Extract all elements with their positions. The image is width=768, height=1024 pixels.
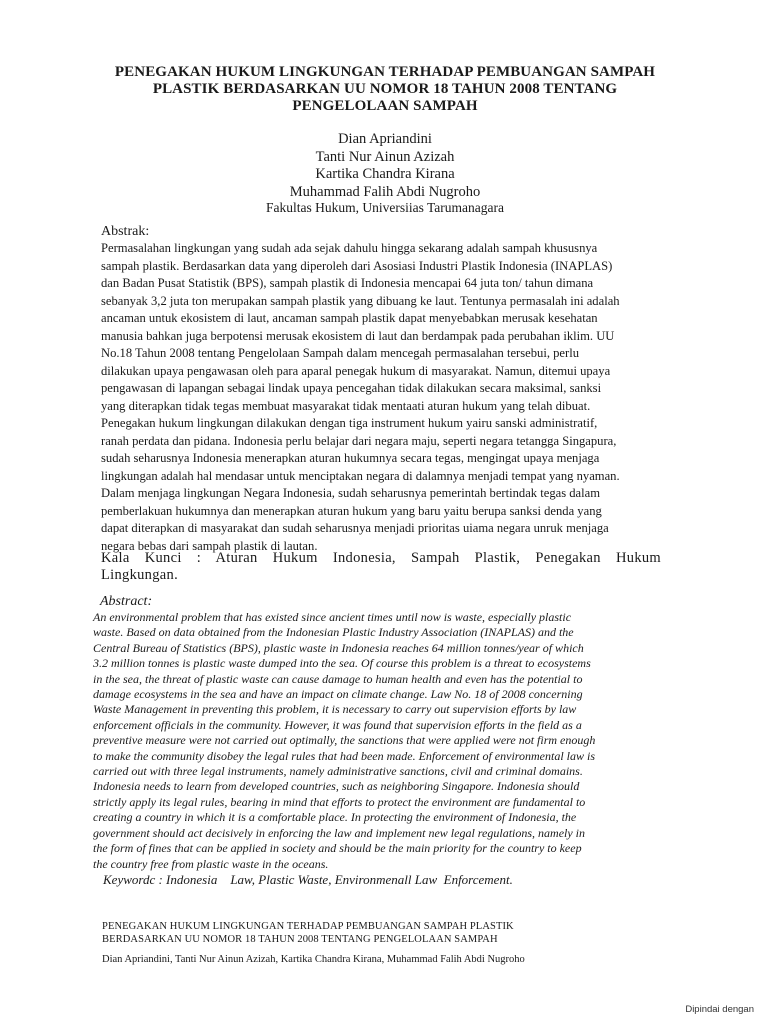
abstrak-line: Dalam menjaga lingkungan Negara Indonesia, sudah seharusnya pemerintah bertindak tegas dalam xyxy=(101,486,601,500)
abstrak-line: lingkungan adalah hal mendasar untuk menciptakan negara di dalamnya menjadi tempat yang nyaman. xyxy=(101,468,620,483)
abstract-line: creating a country in which it is a comfortable place. In protecting the environment of Indonesia, the xyxy=(93,810,577,825)
abstrak-line: Penegakan hukum lingkungan dilakukan dengan tiga instrument hukum yairu sanski administratif, xyxy=(101,416,598,430)
abstract-line: waste. Based on data obtained from the Indonesian Plastic Industry Association (INAPLAS) and the xyxy=(93,625,574,640)
abstrak-body xyxy=(101,240,681,555)
keywords: Keywordc : Indonesia Law, Plastic Waste, Environmenall Law Enforcement. xyxy=(103,872,513,887)
abstrak-line: dilakukan upaya pengawasan oleh para aparal penegak hukum di masyarakat. Namun, ditemui upaya xyxy=(101,363,611,378)
running-title-line: BERDASARKAN UU NOMOR 18 TAHUN 2008 TENTANG PENGELOLAAN SAMPAH xyxy=(102,934,498,945)
title-line: PENEGAKAN HUKUM LINGKUNGAN TERHADAP PEMBUANGAN SAMPAH xyxy=(114,64,656,80)
running-authors: Dian Apriandini, Tanti Nur Ainun Azizah, Kartika Chandra Kirana, Muhammad Falih Abdi Nugroho xyxy=(102,954,525,965)
abstrak-line: ancaman untuk ekosistem di laut, ancaman sampah plastik dapat menyebabkan merusak kesehatan xyxy=(101,311,598,325)
abstrak-line: pemberlakuan hukumnya dan menerapkan aturan hukum yang baru yaitu berupa sanksi denda yang xyxy=(101,503,602,518)
abstrak-line: pengawasan di lapangan sebagai lindak upaya pencegahan tidak dilakukan secara maksimal, sanksi xyxy=(101,381,602,395)
abstrak-line: manusia bahkan juga berpotensi merusak ekosistem di laut dan berdampak pada perubahan iklim. UU xyxy=(101,328,615,343)
abstract-line: the country free from plastic waste in the oceans. xyxy=(93,856,329,871)
running-title-line: PENEGAKAN HUKUM LINGKUNGAN TERHADAP PEMBUANGAN SAMPAH PLASTIK xyxy=(102,921,514,932)
paper-title xyxy=(70,64,700,115)
affiliation: Fakultas Hukum, Universiias Tarumanagara xyxy=(266,200,504,215)
abstract-line: to make the community disobey the legal rules that had been made. Enforcement of environmental law is xyxy=(93,748,596,763)
abstract-line: strictly apply its legal rules, bearing in mind that efforts to protect the environment are fundamental to xyxy=(93,794,586,809)
abstract-line: damage ecosystems in the sea and have an impact on climate change. Law No. 18 of 2008 concerning xyxy=(93,687,583,702)
abstract-line: An environmental problem that has existed since ancient times until now is waste, especially plastic xyxy=(93,610,572,624)
author-name: Muhammad Falih Abdi Nugroho xyxy=(289,183,481,200)
abstrak-line: negara bebas dari sampah plastik di lautan. xyxy=(101,538,318,553)
title-line: PLASTIK BERDASARKAN UU NOMOR 18 TAHUN 2008 TENTANG xyxy=(152,81,618,97)
abstract-line: Waste Management in preventing this problem, it is necessary to carry out supervision efforts by law xyxy=(93,702,577,717)
scan-watermark: Dipindai dengan xyxy=(685,1004,754,1015)
abstrak-line: sebanyak 3,2 juta ton merupakan sampah plastik yang dibuang ke laut. Tentunya permasalah ini adalah xyxy=(101,293,620,308)
author-name: Dian Apriandini xyxy=(338,131,432,147)
abstract-heading: Abstract: xyxy=(100,594,153,609)
abstrak-line: yang diterapkan tidak tegas membuat masyarakat tidak mentaati aturan hukum yang telah dibuat. xyxy=(101,398,591,413)
title-line: PENGELOLAAN SAMPAH xyxy=(292,98,478,114)
abstract-line: preventive measure were not carried out optimally, the sanctions that were applied were not firm enough xyxy=(93,733,596,748)
abstract-line: government should act decisively in enforcing the law and implement new legal regulations, namely in xyxy=(93,825,586,840)
abstrak-line: sampah plastik. Berdasarkan data yang diperoleh dari Asosiasi Industri Plastik Indonesia (INAPLAS) xyxy=(101,258,613,273)
author-name: Kartika Chandra Kirana xyxy=(315,166,455,182)
abstrak-line: Permasalahan lingkungan yang sudah ada sejak dahulu hingga sekarang adalah sampah khususnya xyxy=(101,241,598,255)
abstract-line: Indonesia needs to learn from developed countries, such as neighboring Singapore. Indonesia should xyxy=(93,779,580,794)
abstrak-line: ranah perdata dan pidana. Indonesia perlu belajar dari negara maju, seperti negara tetangga Singapura, xyxy=(101,433,617,448)
running-title xyxy=(102,920,514,946)
kala-kunci xyxy=(101,550,661,584)
abstract-line: 3.2 million tonnes is plastic waste dumped into the sea. Of course this problem is a threat to ecosystems xyxy=(93,656,591,671)
kala-kunci-line: Kala Kunci : Aturan Hukum Indonesia, Sampah Plastik, Penegakan Hukum xyxy=(101,550,661,566)
abstrak-heading: Abstrak: xyxy=(101,224,150,239)
abstract-body xyxy=(93,610,693,872)
abstrak-line: No.18 Tahun 2008 tentang Pengelolaan Sampah dalam mencegah permasalahan tersebui, perlu xyxy=(101,346,579,360)
abstract-line: Central Bureau of Statistics (BPS), plastic waste in Indonesia reaches 64 million tonnes/year of which xyxy=(93,640,584,655)
abstrak-line: dapat diterapkan di masyarakat dan sudah seharusnya menjadi prioritas uiama negara unruk menjaga xyxy=(101,521,609,535)
abstract-line: in the sea, the threat of plastic waste can cause damage to human health and even has the potential to xyxy=(93,671,583,686)
abstract-line: carried out with three legal instruments, namely administrative sanctions, civil and criminal domains. xyxy=(93,764,583,779)
author-name: Tanti Nur Ainun Azizah xyxy=(315,148,455,165)
abstract-line: the form of fines that can be applied in society and should be the main priority for the country to keep xyxy=(93,841,582,856)
author-list xyxy=(70,131,700,201)
kala-kunci-line: Lingkungan. xyxy=(101,567,178,583)
abstrak-line: sudah seharusnya Indonesia menerapkan aturan hukumnya secara tegas, mengingat upaya menjaga xyxy=(101,451,600,465)
abstract-line: enforcement officials in the community. However, it was found that supervision efforts in the field as a xyxy=(93,717,582,732)
abstrak-line: dan Badan Pusat Statistik (BPS), sampah plastik di Indonesia mencapai 64 juta ton/ tahun dimana xyxy=(101,276,594,290)
